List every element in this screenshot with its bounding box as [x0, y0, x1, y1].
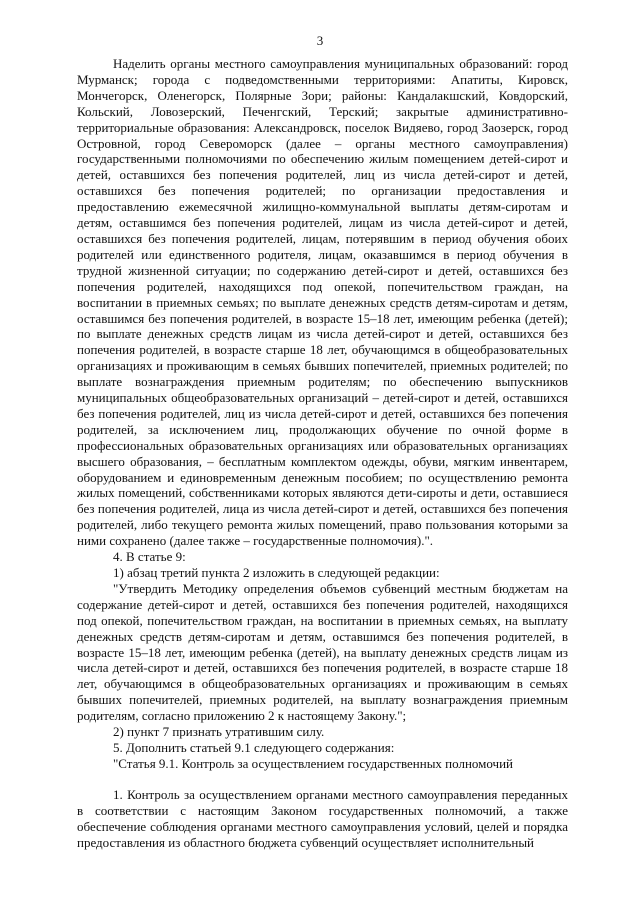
page-number: 3 — [316, 33, 324, 48]
paragraph-delegation-of-powers: Наделить органы местного самоуправления муниципальных образований: город Мурманск; города с подведомственными территориями: Апатиты, Кировск, Мончегорск, Оленегорск, Полярные Зори; районы: Кандалакшский, Ковдорский, Кольский, Ловозерский, Печенгский, Терский; закрытые административно-территориальные образования: Александровск, поселок Видяево, город Заозерск, город Островной, город Североморск (далее – органы местного самоуправления) государственными полномочиями по обеспечению жилым помещением детей-сирот и детей, оставшихся без попечения родителей, лиц из числа детей-сирот и детей, оставшихся без попечения родителей; по организации предоставления и предоставлению ежемесячной жилищно-коммунальной выплаты детям-сиротам и детям, оставшимся без попечения родителей, лицам из числа детей-сирот и детей, оставшихся без попечения родителей, лицам, потерявшим в период обучения обоих родителей или единственного родителя, лицам, оказавшимся в период обучения в трудной жизненной ситуации; по содержанию детей-сирот и детей, оставшихся без попечения родителей, находящихся под опекой, попечительством граждан, на воспитании в приемных семьях; по выплате денежных средств детям-сиротам и детям, оставшимся без попечения родителей, в возрасте 15–18 лет, имеющим ребенка (детей); по выплате денежных средств лицам из числа детей-сирот и детей, оставшихся без попечения родителей, в возрасте старше 18 лет, обучающимся в общеобразовательных организациях и проживающим в семьях бывших попечителей, приемных родителей; по выплате вознаграждения приемным родителям; по обеспечению выпускников муниципальных общеобразовательных организаций – детей-сирот и детей, оставшихся без попечения родителей, лиц из числа детей-сирот и детей, оставшихся без попечения родителей, за исключением лиц, продолжающих обучение по очной форме в профессиональных образовательных организациях или образовательных организациях высшего образования, – бесплатным комплектом одежды, обуви, мягким инвентарем, оборудованием и единовременным денежным пособием; по осуществлению ремонта жилых помещений, собственниками которых являются дети-сироты и дети, оставшиеся без попечения родителей, лица из числа детей-сирот и детей, оставшихся без попечения родителей, либо текущего ремонта жилых помещений, право пользования которыми за ними сохранено (далее также – государственные полномочия).". — [77, 56, 568, 549]
paragraph-item-1: 1) абзац третий пункта 2 изложить в следующей редакции: — [113, 565, 440, 580]
paragraph-article-9-intro: 4. В статье 9: — [113, 549, 186, 565]
document-body — [77, 56, 568, 850]
article-9-1-heading: "Статья 9.1. Контроль за осуществлением государственных полномочий — [113, 755, 514, 771]
paragraph-item-2: 2) пункт 7 признать утратившим силу. — [113, 724, 325, 740]
paragraph-control-clause-1: 1. Контроль за осуществлением органами местного самоуправления переданных в соответствии с настоящим Законом государственных полномочий, а также обеспечение соблюдения органами местного самоуправления условий, целей и порядка предоставления из областного бюджета субвенций осуществляет исполнительный — [77, 786, 568, 850]
paragraph-methodology: "Утвердить Методику определения объемов субвенций местным бюджетам на содержание детей-сирот и детей, оставшихся без попечения родителей, находящихся под опекой, попечительством граждан, на воспитании в приемных семьях, на выплату денежных средств детям-сиротам и детям, оставшимся без попечения родителей, в возрасте 15–18 лет, имеющим ребенка (детей), на выплату денежных средств лицам из числа детей-сирот и детей, оставшихся без попечения родителей, в возрасте старше 18 лет, обучающимся в общеобразовательных организациях и проживающим в семьях бывших попечителей, приемных родителей, на выплату вознаграждения приемным родителям, согласно приложению 2 к настоящему Закону."; — [77, 580, 568, 724]
paragraph-point-5: 5. Дополнить статьей 9.1 следующего содержания: — [113, 739, 395, 755]
